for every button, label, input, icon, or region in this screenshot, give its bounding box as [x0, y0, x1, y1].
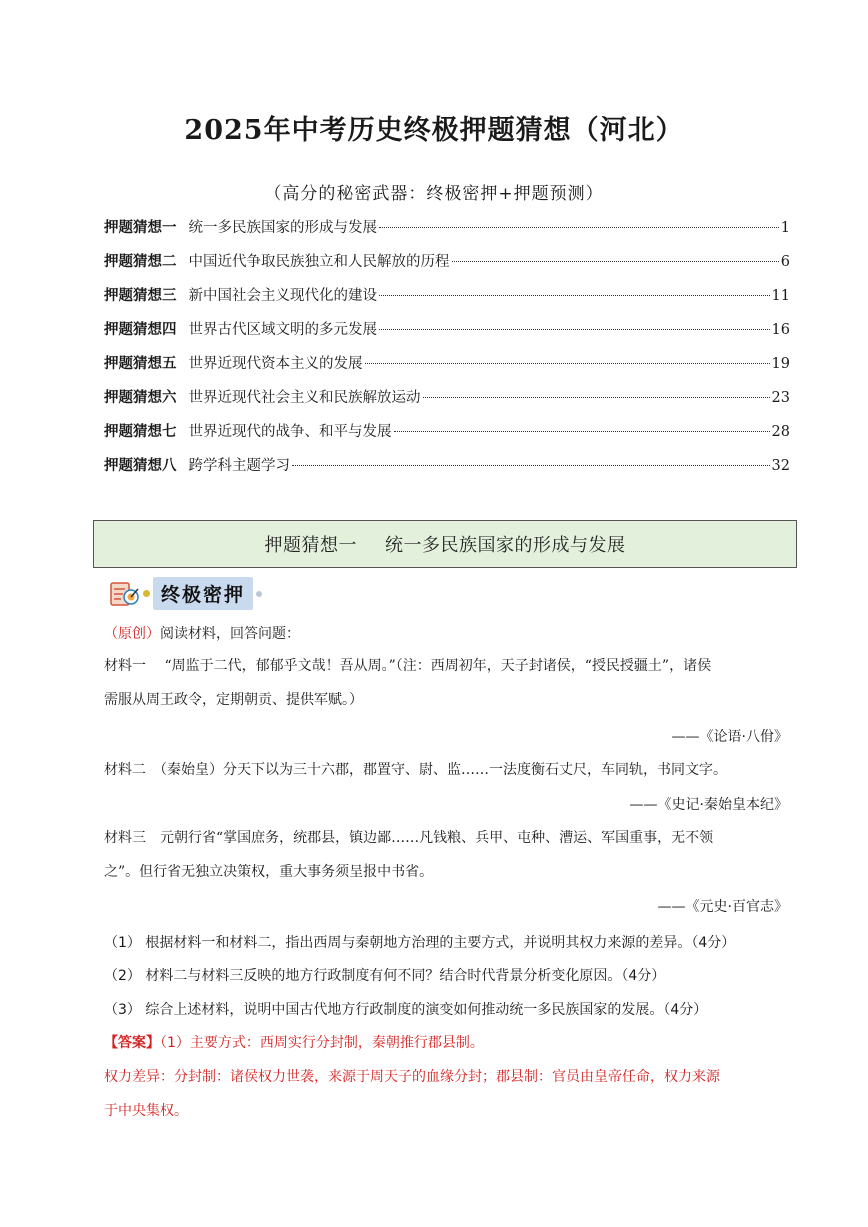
toc-item[interactable]	[104, 250, 790, 284]
toc-item-text: 世界近现代社会主义和民族解放运动	[188, 390, 421, 406]
material-3-line-2: 之”。但行省无独立决策权，重大事务须呈报中书省。	[104, 864, 434, 880]
table-of-contents	[104, 216, 790, 488]
toc-item[interactable]	[104, 216, 790, 250]
toc-item[interactable]	[104, 318, 790, 352]
toc-item-label: 押题猜想四	[104, 322, 177, 338]
answer-tag: 【答案】	[104, 1035, 160, 1051]
toc-item-page: 16	[771, 322, 790, 338]
material-3-line-1: 材料三 元朝行省“掌国庶务，统郡县，镇边鄙……凡钱粮、兵甲、屯种、漕运、军国重事，无不领	[104, 830, 714, 846]
answer-line-2: 权力差异：分封制：诸侯权力世袭，来源于周天子的血缘分封；郡县制：官员由皇帝任命，权力来源	[104, 1069, 720, 1085]
material-1-line-1: 材料一 “周监于二代，郁郁乎文哉！吾从周。”（注：西周初年，天子封诸侯，“授民授疆土”，诸侯	[104, 658, 712, 674]
toc-dot-leader	[394, 431, 770, 432]
material-2-line-1: 材料二 （秦始皇）分天下以为三十六郡，郡置守、尉、监……一法度衡石丈尺，车同轨，书同文字。	[104, 762, 727, 778]
toc-item[interactable]	[104, 420, 790, 454]
answer-line-1	[104, 1032, 484, 1052]
question-tag: （原创）	[104, 626, 160, 642]
toc-dot-leader	[423, 397, 770, 398]
toc-item-page: 6	[780, 254, 790, 270]
toc-item-text: 世界近现代的战争、和平与发展	[188, 424, 392, 440]
document-title: 2025年中考历史终极押题猜想（河北）	[184, 115, 684, 146]
section-header	[93, 520, 797, 568]
toc-dot-leader	[379, 227, 779, 228]
toc-item-label: 押题猜想八	[104, 458, 177, 474]
toc-dot-leader	[365, 363, 770, 364]
toc-item-text: 统一多民族国家的形成与发展	[188, 220, 377, 236]
material-1-line-2: 需服从周王政令，定期朝贡、提供军赋。）	[104, 692, 363, 708]
section-text: 统一多民族国家的形成与发展	[385, 535, 626, 556]
document-subtitle: （高分的秘密武器：终极密押+押题预测）	[264, 184, 604, 204]
material-3-source: ——《元史·百官志》	[657, 899, 788, 915]
toc-item-page: 28	[771, 424, 790, 440]
toc-item-label: 押题猜想五	[104, 356, 177, 372]
toc-item[interactable]	[104, 454, 790, 488]
toc-item-label: 押题猜想六	[104, 390, 177, 406]
badge-dot	[143, 590, 150, 597]
question-2: （2） 材料二与材料三反映的地方行政制度有何不同？结合时代背景分析变化原因。（4分）	[104, 968, 666, 984]
badge-dot	[256, 591, 262, 597]
toc-item-label: 押题猜想一	[104, 220, 177, 236]
toc-item-page: 32	[771, 458, 790, 474]
toc-item-page: 11	[771, 288, 790, 304]
toc-item-text: 世界古代区域文明的多元发展	[188, 322, 377, 338]
toc-dot-leader	[379, 295, 770, 296]
toc-item-text: 中国近代争取民族独立和人民解放的历程	[188, 254, 450, 270]
toc-item[interactable]	[104, 352, 790, 386]
question-1: （1） 根据材料一和材料二，指出西周与秦朝地方治理的主要方式，并说明其权力来源的差异。（4分）	[104, 935, 736, 951]
toc-item-page: 1	[780, 220, 790, 236]
toc-item-text: 世界近现代资本主义的发展	[188, 356, 363, 372]
toc-dot-leader	[292, 465, 770, 466]
question-intro: 阅读材料，回答问题：	[160, 626, 300, 642]
toc-item-text: 跨学科主题学习	[188, 458, 290, 474]
answer-text-1: （1）主要方式：西周实行分封制，秦朝推行郡县制。	[160, 1035, 484, 1051]
toc-dot-leader	[379, 329, 770, 330]
material-2-source: ——《史记·秦始皇本纪》	[629, 797, 788, 813]
final-prediction-badge	[110, 577, 262, 610]
toc-item-label: 押题猜想七	[104, 424, 177, 440]
toc-dot-leader	[452, 261, 779, 262]
question-intro-line	[104, 624, 300, 644]
section-label: 押题猜想一	[264, 535, 357, 556]
answer-line-3: 于中央集权。	[104, 1103, 188, 1119]
toc-item[interactable]	[104, 284, 790, 318]
toc-item-page: 23	[771, 390, 790, 406]
toc-item[interactable]	[104, 386, 790, 420]
target-icon	[110, 580, 140, 608]
badge-label: 终极密押	[153, 577, 253, 610]
question-3: （3） 综合上述材料，说明中国古代地方行政制度的演变如何推动统一多民族国家的发展。（4分）	[104, 1002, 708, 1018]
toc-item-label: 押题猜想三	[104, 288, 177, 304]
toc-item-page: 19	[771, 356, 790, 372]
material-1-source: ——《论语·八佾》	[671, 729, 788, 745]
toc-item-label: 押题猜想二	[104, 254, 177, 270]
toc-item-text: 新中国社会主义现代化的建设	[188, 288, 377, 304]
